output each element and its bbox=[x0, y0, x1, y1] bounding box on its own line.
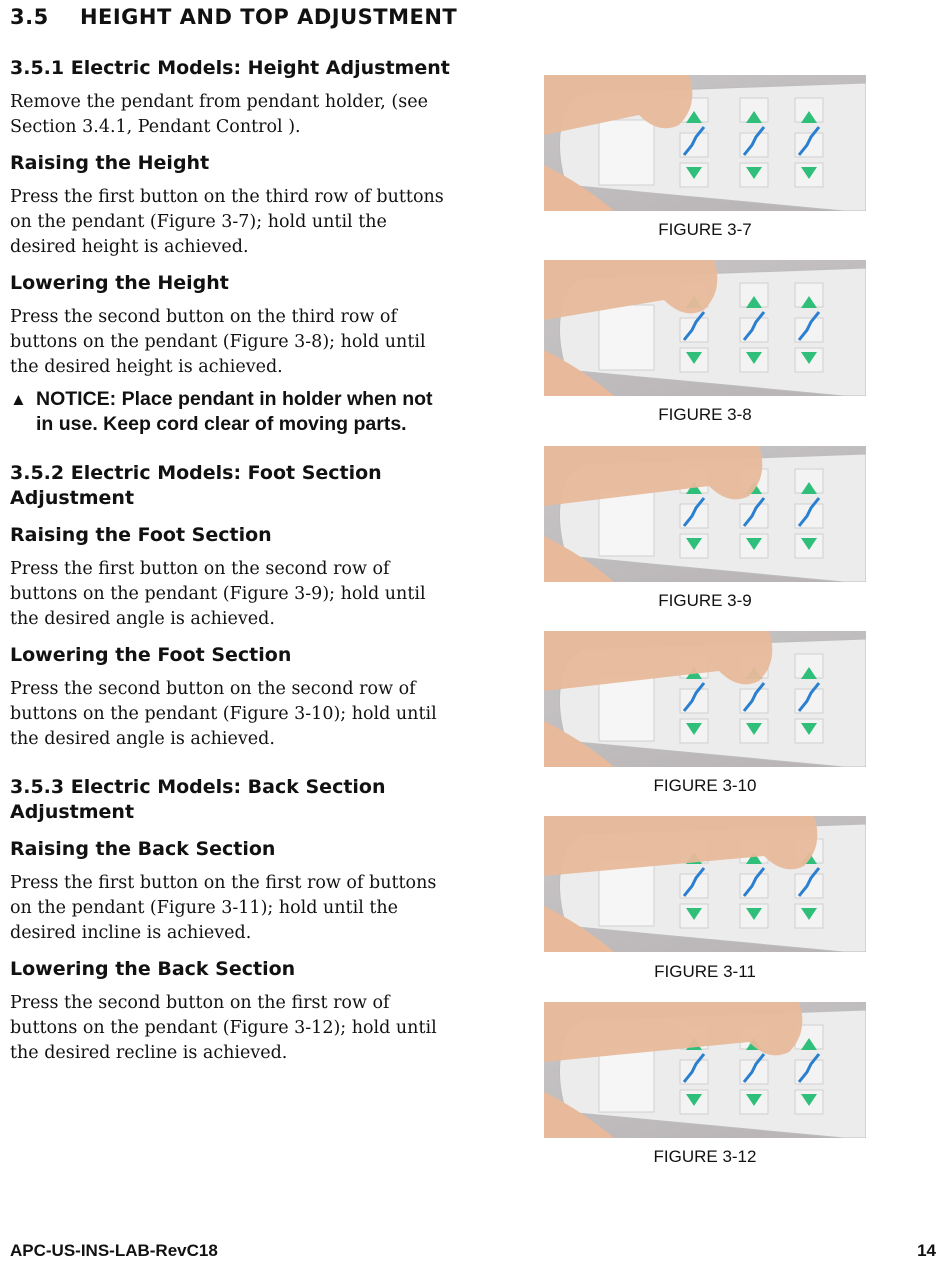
lower-height-line-1: Press the second button on the third row of bbox=[10, 307, 397, 327]
pendant-illustration bbox=[544, 446, 866, 582]
lower-back-line-1: Press the second button on the first row of bbox=[10, 993, 390, 1013]
figure-3-7-caption: FIGURE 3-7 bbox=[658, 220, 752, 239]
heading-lowering-height: Lowering the Height bbox=[10, 272, 229, 294]
notice-line-2: in use. Keep cord clear of moving parts. bbox=[36, 413, 407, 435]
figure-3-8-caption: FIGURE 3-8 bbox=[658, 405, 752, 424]
intro-line-1: Remove the pendant from pendant holder, (see bbox=[10, 92, 428, 112]
figure-3-7-photo bbox=[544, 75, 866, 211]
pendant-illustration bbox=[544, 260, 866, 396]
lower-foot-line-2: buttons on the pendant (Figure 3-10); hold until bbox=[10, 704, 437, 724]
raise-height-line-1: Press the first button on the third row of buttons bbox=[10, 187, 444, 207]
raise-back-line-2: on the pendant (Figure 3-11); hold until the bbox=[10, 898, 399, 918]
pendant-illustration bbox=[544, 75, 866, 211]
figure-3-9-caption: FIGURE 3-9 bbox=[658, 591, 752, 610]
lower-foot-line-3: the desired angle is achieved. bbox=[10, 729, 275, 749]
page-number: 14 bbox=[917, 1241, 936, 1260]
pendant-illustration bbox=[544, 1002, 866, 1138]
heading-raising-height: Raising the Height bbox=[10, 152, 210, 174]
heading-3-5-2-line-1: 3.5.2 Electric Models: Foot Section bbox=[10, 462, 382, 484]
figure-3-10-caption: FIGURE 3-10 bbox=[653, 776, 757, 795]
heading-raising-back: Raising the Back Section bbox=[10, 838, 276, 860]
figure-3-9-photo bbox=[544, 446, 866, 582]
lower-height-line-3: the desired height is achieved. bbox=[10, 357, 283, 377]
raise-height-line-3: desired height is achieved. bbox=[10, 237, 249, 257]
warning-triangle-icon: ▲ bbox=[10, 390, 27, 409]
figure-3-12-caption: FIGURE 3-12 bbox=[653, 1147, 757, 1166]
lower-foot-line-1: Press the second button on the second row of bbox=[10, 679, 416, 699]
notice-block bbox=[10, 387, 480, 437]
raise-height-line-2: on the pendant (Figure 3-7); hold until the bbox=[10, 212, 387, 232]
raise-foot-line-1: Press the first button on the second row of bbox=[10, 559, 390, 579]
heading-lowering-back: Lowering the Back Section bbox=[10, 958, 296, 980]
figure-3-10-photo bbox=[544, 631, 866, 767]
section-title: 3.5 HEIGHT AND TOP ADJUSTMENT bbox=[10, 5, 458, 29]
heading-lowering-foot: Lowering the Foot Section bbox=[10, 644, 292, 666]
lower-back-line-2: buttons on the pendant (Figure 3-12); hold until bbox=[10, 1018, 437, 1038]
heading-3-5-3-line-2: Adjustment bbox=[10, 801, 135, 823]
heading-3-5-2-line-2: Adjustment bbox=[10, 487, 135, 509]
raise-back-line-1: Press the first button on the first row of buttons bbox=[10, 873, 437, 893]
raise-back-line-3: desired incline is achieved. bbox=[10, 923, 252, 943]
figure-3-12-photo bbox=[544, 1002, 866, 1138]
lower-height-line-2: buttons on the pendant (Figure 3-8); hold until bbox=[10, 332, 426, 352]
lower-back-line-3: the desired recline is achieved. bbox=[10, 1043, 288, 1063]
heading-3-5-3-line-1: 3.5.3 Electric Models: Back Section bbox=[10, 776, 386, 798]
figure-3-8-photo bbox=[544, 260, 866, 396]
raise-foot-line-2: buttons on the pendant (Figure 3-9); hold until bbox=[10, 584, 426, 604]
raise-foot-line-3: the desired angle is achieved. bbox=[10, 609, 275, 629]
heading-raising-foot: Raising the Foot Section bbox=[10, 524, 272, 546]
document-id: APC-US-INS-LAB-RevC18 bbox=[10, 1241, 218, 1260]
figure-3-11-photo bbox=[544, 816, 866, 952]
heading-3-5-1: 3.5.1 Electric Models: Height Adjustment bbox=[10, 57, 450, 79]
pendant-illustration bbox=[544, 816, 866, 952]
pendant-illustration bbox=[544, 631, 866, 767]
intro-line-2: Section 3.4.1, Pendant Control ). bbox=[10, 117, 301, 137]
figure-3-11-caption: FIGURE 3-11 bbox=[654, 962, 756, 981]
notice-line-1: NOTICE: Place pendant in holder when not bbox=[36, 388, 433, 410]
